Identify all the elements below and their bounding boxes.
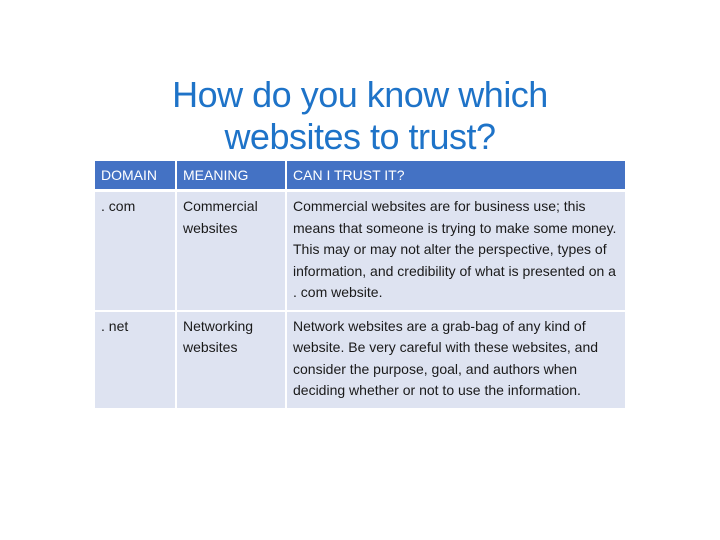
cell-domain: . net xyxy=(95,311,176,408)
cell-domain: . com xyxy=(95,191,176,311)
header-domain: DOMAIN xyxy=(95,161,176,191)
header-can-i-trust-it: CAN I TRUST IT? xyxy=(286,161,625,191)
table-row xyxy=(95,311,625,408)
cell-meaning: Commercial websites xyxy=(176,191,286,311)
cell-meaning: Networking websites xyxy=(176,311,286,408)
table-header-row xyxy=(95,161,625,191)
cell-trust: Network websites are a grab-bag of any kind of website. Be very careful with these websites, and consider the purpose, goal, and authors when deciding whether or not to use the information. xyxy=(286,311,625,408)
slide-title xyxy=(110,74,610,158)
table-row xyxy=(95,191,625,311)
cell-trust: Commercial websites are for business use; this means that someone is trying to make some money. This may or may not alter the perspective, types of information, and credibility of what is presented on a . com website. xyxy=(286,191,625,311)
slide-title-line-1: How do you know which xyxy=(172,74,548,115)
domain-trust-table xyxy=(95,161,625,408)
slide-title-line-2: websites to trust? xyxy=(224,116,496,157)
header-meaning: MEANING xyxy=(176,161,286,191)
